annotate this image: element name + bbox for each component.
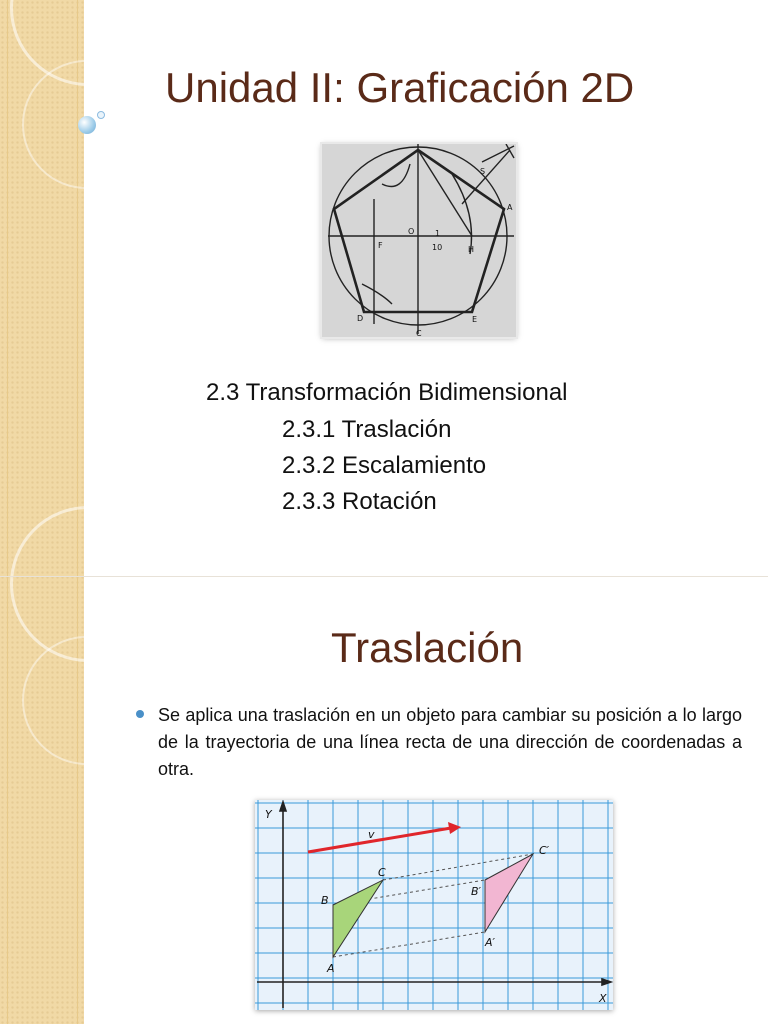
label-o: O xyxy=(408,227,415,236)
slide-2-title: Traslación xyxy=(331,624,524,671)
label-h: H xyxy=(468,245,475,254)
point-b-label: B xyxy=(321,894,329,907)
bullet-text: Se aplica una traslación en un objeto para cambiar su posición a lo largo de la trayectoria de una línea recta de una dirección de coordenadas a otra. xyxy=(158,705,742,779)
label-c: C xyxy=(416,329,422,337)
vector-label: v xyxy=(368,828,375,841)
label-frac-den: 10 xyxy=(432,243,443,252)
point-c-prime-label: C′ xyxy=(539,844,550,857)
x-axis-label: X xyxy=(599,992,607,1005)
slide-separator xyxy=(0,576,768,577)
point-a-prime-label: A′ xyxy=(485,936,496,949)
label-d: D xyxy=(357,314,364,323)
translation-grid xyxy=(255,800,613,1010)
label-frac-num: 1 xyxy=(435,229,441,238)
topic-scaling: 2.3.2 Escalamiento xyxy=(282,452,487,479)
bullet-dot xyxy=(136,710,144,718)
topic-translation: 2.3.1 Traslación xyxy=(282,416,452,443)
label-s: S xyxy=(480,167,486,176)
translation-diagram xyxy=(255,800,613,1010)
label-f: F xyxy=(378,241,383,250)
y-axis-label: Y xyxy=(265,808,272,821)
pentagon-construction-image xyxy=(322,144,516,337)
pentagon-construction-drawing xyxy=(322,144,516,337)
point-a-label: A xyxy=(327,962,335,975)
topic-rotation: 2.3.3 Rotación xyxy=(282,488,437,515)
topic-main: 2.3 Transformación Bidimensional xyxy=(206,379,568,406)
label-a: A xyxy=(507,203,513,212)
bubble-decoration-small xyxy=(97,111,105,119)
label-e: E xyxy=(472,315,478,324)
bubble-decoration xyxy=(78,116,96,134)
point-c-label: C xyxy=(378,866,386,879)
point-b-prime-label: B′ xyxy=(471,885,482,898)
decorative-sidebar xyxy=(0,0,84,1024)
slide-title: Unidad II: Graficación 2D xyxy=(165,64,635,111)
